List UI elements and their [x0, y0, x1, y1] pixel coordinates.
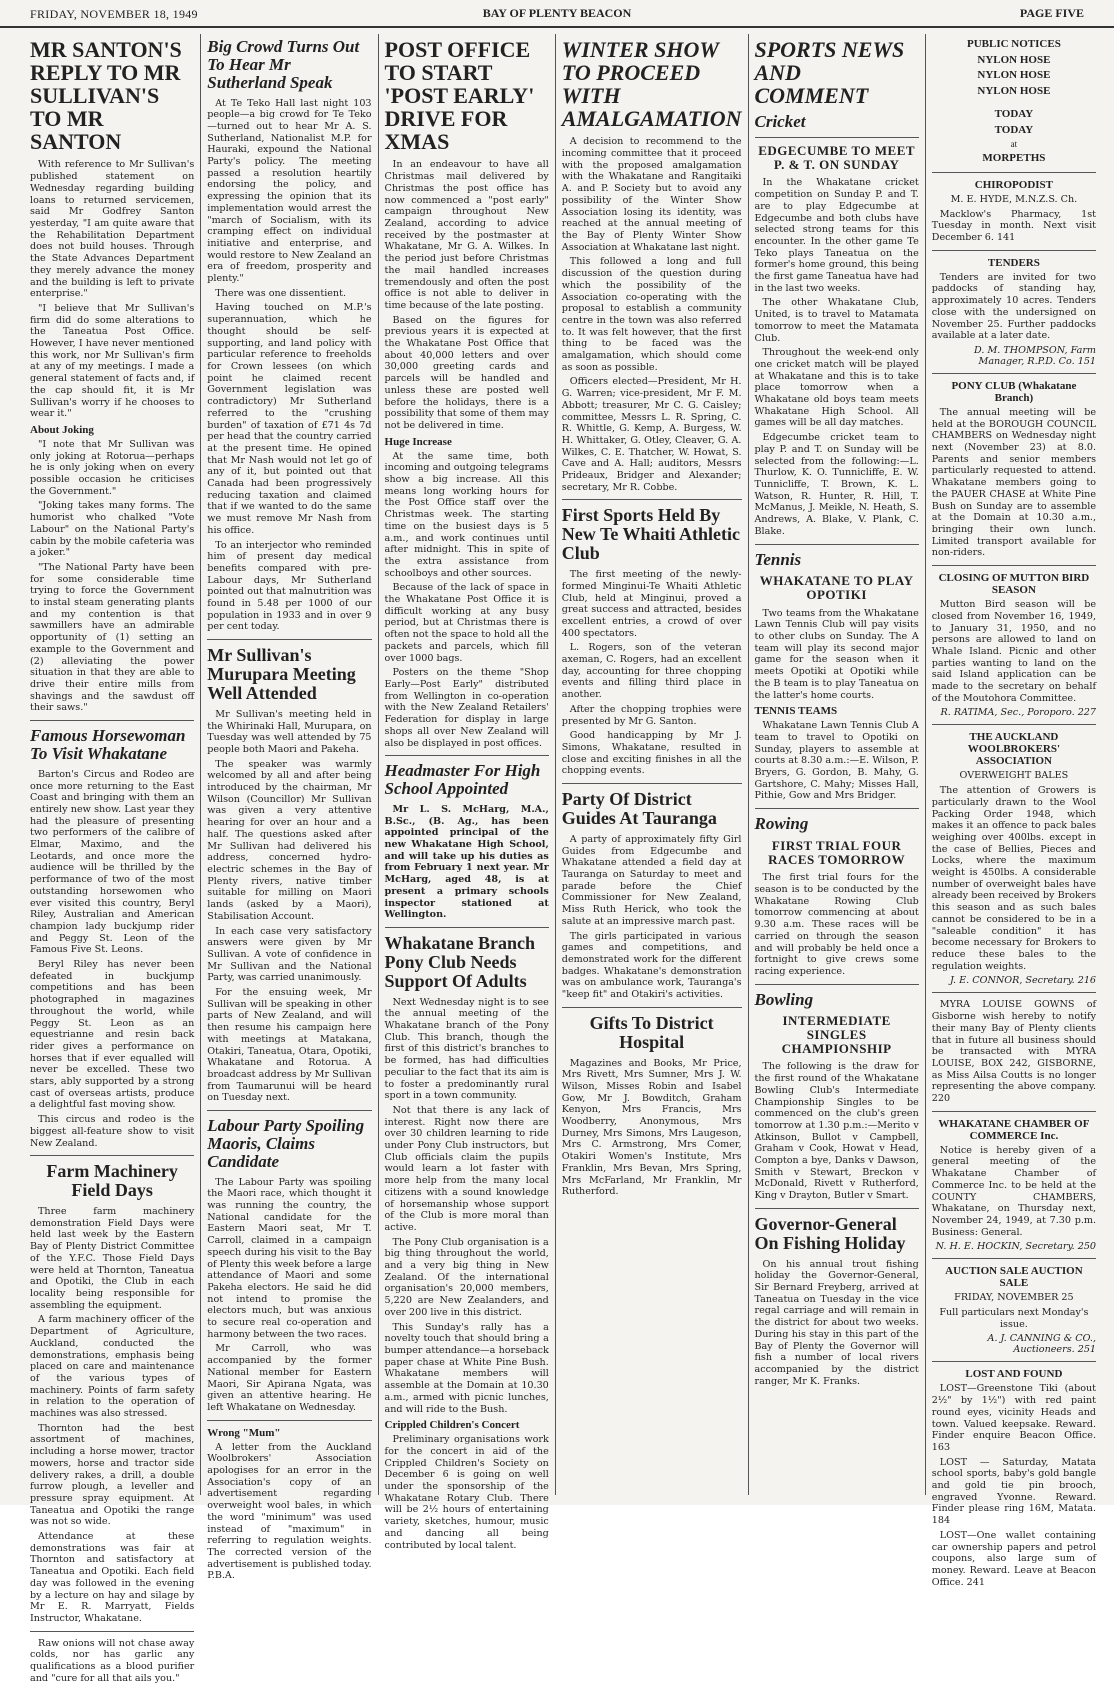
divider [562, 1007, 742, 1008]
article-subheading: TENNIS TEAMS [754, 705, 838, 718]
notice-title: CHIROPODIST [974, 178, 1054, 191]
notice-signature: R. RATIMA, Sec., Poroporo. 227 [940, 707, 1097, 719]
article-paragraph: Based on the figures for previous years it is expected at the Whakatane Post Office that about 40,000 letters and over 30,000 greeting cards and parcels will be handled and unless these are posted well before the holidays, there is a possibility that some of them may not be delivered in time. [384, 314, 549, 431]
divider [932, 992, 1096, 993]
article-paragraph: Raw onions will not chase away colds, nor has garlic any qualifications as a blood purifier and "cure for all that ails you." [30, 1637, 195, 1684]
notice-text: Mutton Bird season will be closed from November 16, 1949, to January 31, 1950, and no persons are allowed to land on Whale Island. Picnic and other parties wanting to land on the said Island application can be made to the secretary on behalf of the Moutohora Committee. [931, 599, 1097, 704]
masthead [0, 0, 1114, 28]
ad-line: MORPETHS [982, 151, 1046, 164]
notice-title: TENDERS [987, 256, 1040, 269]
article-headline: EDGECUMBE TO MEET P. & T. ON SUNDAY [758, 143, 916, 172]
divider [932, 724, 1096, 725]
notice-signature: N. H. E. HOCKIN, Secretary. 250 [935, 1241, 1097, 1253]
divider [932, 373, 1096, 374]
ad-line: NYLON HOSE [977, 69, 1051, 82]
article-headline: Governor-General On Fishing Holiday [754, 1213, 906, 1253]
article-paragraph: Thornton had the best assortment of machines, including a horse mower, tractor mowers, horse and tractor side delivery rakes, a drill, a double furrow plough, a leveller and pressure spray equipment. At Taneatua and Opotiki the range was not so wide. [30, 1422, 195, 1528]
section-label: Bowling [754, 989, 814, 1009]
divider [932, 172, 1096, 173]
article-paragraph: After the chopping trophies were presented by Mr G. Santon. [561, 703, 742, 727]
article-paragraph: A farm machinery officer of the Department of Agriculture, Auckland, conducted the demonstrations, emphasis being placed on care and maintenance of the various types of machinery. Points of farm safety in relation to the operation of machines was also stressed. [30, 1314, 195, 1420]
article-headline: Whakatane Branch Pony Club Needs Support Of Adults [384, 932, 536, 991]
ad-line: TODAY [994, 123, 1034, 136]
article-paragraph: In each case very satisfactory answers were given by Mr Sullivan. A vote of confidence in Mr Sullivan and the National Party, was carried unanimously. [207, 925, 372, 984]
article-paragraph: This circus and rodeo is the biggest all-feature show to visit New Zealand. [30, 1114, 195, 1149]
notice-text: LOST — Saturday, Matata school sports, baby's gold bangle and gold tie pin brooch, engraved Yvonne. Reward. Finder please ring 16M, Matata. 184 [931, 1456, 1097, 1527]
article-paragraph: The other Whakatane Club, United, is to travel to Matamata tomorrow to meet the Matamata Club. [754, 297, 919, 344]
divider [755, 984, 919, 985]
article-paragraph: Because of the lack of space in the Whakatane Post Office it is difficult working at any busy period, but at Christmas there is often not the space to hold all the packets and parcels, which fill over 1000 bags. [384, 582, 549, 664]
article-paragraph: The first trial fours for the season is to be conducted by the Whakatane Rowing Club tomorrow commencing at about 9.30 a.m. These races will be carried on through the season and will probably be held once a fortnight to give crews some racing experience. [754, 872, 919, 977]
article-paragraph: On his annual trout fishing holiday the Governor-General, Sir Bernard Freyberg, arrived at Taneatua on Tuesday in the vice regal carriage and will remain in the district for about two weeks. During his stay in this part of the Bay of Plenty the Governor will fish a number of local rivers accompanied by the district ranger, Mr K. Franks. [754, 1258, 919, 1387]
article-paragraph: The speaker was warmly welcomed by all and after being introduced by the chairman, Mr Wilson (Councillor) Mr Sullivan was given a very attentive hearing for over an hour and a half. The questions asked after Mr Sullivan had delivered his address, concerned hydro-electric schemes in the Bay of Plenty rivers, native timber suitable for milling on Maori lands (asked by a Maori), Stabilisation Account. [207, 758, 372, 922]
divider [755, 137, 919, 138]
article-paragraph: Mr Carroll, who was accompanied by the former National member for Eastern Maori, Sir Apirana Ngata, was given an attentive hearing. He left Whakatane on Wednesday. [207, 1343, 372, 1413]
notice-text: Tenders are invited for two paddocks of standing hay, approximately 10 acres. Tenders close with the undersigned on November 25. Further paddocks available at a later date. [931, 271, 1097, 342]
divider [207, 1110, 371, 1111]
divider [755, 544, 919, 545]
article-headline: WHAKATANE TO PLAY OPOTIKI [759, 573, 914, 602]
ad-line: TODAY [994, 108, 1034, 121]
section-headline: SPORTS NEWS AND COMMENT [754, 37, 905, 109]
article-paragraph: To an interjector who reminded him of present day medical benefits compared with pre-Labour days, Mr Sutherland pointed out that malnutrition was found in 5.48 per 1000 of our population in 1933 and in over 9 per cent today. [207, 539, 372, 633]
column-3 [379, 34, 556, 1551]
article-paragraph: The Pony Club organisation is a big thing throughout the world, and a very big thing in New Zealand. Of the international organisation's 20,000 members, 5,220 are New Zealanders, and over 200 live in this district. [384, 1236, 549, 1318]
article-paragraph: "I note that Mr Sullivan was only joking at Rotorua—perhaps he is only joking when on every possible occasion he criticises the Government." [30, 438, 195, 497]
article-paragraph: Good handicapping by Mr J. Simons, Whakatane, resulted in close and exciting finishes in all the chopping events. [561, 730, 742, 777]
masthead-page-number: PAGE FIVE [1019, 6, 1084, 20]
article-headline: Headmaster For High School Appointed [384, 761, 541, 799]
notice-text: The attention of Growers is particularly drawn to the Wool Packing Order 1948, which makes it an offence to pack bales weighing over 400lbs. except in the case of Bellies, Pieces and Locks, where the maximum weight is 450lbs. A considerable number of overweight bales have already been received by Brokers this season and as such bales cannot be considered to be in a "saleable condition" it has become necessary for Brokers to reduce these bales to the regulation weights. [931, 785, 1097, 972]
notice-title: WHAKATANE CHAMBER OF COMMERCE Inc. [938, 1117, 1090, 1142]
section-label: Rowing [754, 814, 809, 834]
article-paragraph: Preliminary organisations work for the concert in aid of the Crippled Children's Society on December 6 is going on well under the sponsorship of the Whakatane Rotary Club. There will be 2½ hours of entertaining variety, sketches, humour, music and dancing all being contributed by local talent. [384, 1434, 549, 1551]
article-subheading: Huge Increase [384, 435, 452, 448]
article-headline: FIRST TRIAL FOUR RACES TOMORROW [768, 838, 906, 867]
divider [932, 1111, 1096, 1112]
divider [207, 1420, 371, 1421]
notice-title: PONY CLUB (Whakatane Branch) [951, 379, 1077, 404]
article-paragraph: "I believe that Mr Sullivan's firm did do some alterations to the Taneatua Post Office. However, I have never mentioned this work, nor Mr Sullivan's firm at any of my meetings. I made a general statement of facts and, if the cap should fit, it is Mr Sullivan's worry if he chooses to wear it." [30, 302, 195, 420]
article-paragraph: Mr Sullivan's meeting held in the Whirinaki Hall, Murupara, on Tuesday was well attended by 75 people both Maori and Pakeha. [207, 708, 372, 755]
divider [385, 755, 549, 756]
article-paragraph: The Labour Party was spoiling the Maori race, which thought it was running the country, the National candidate for the Eastern Maori seat, Mr T. Carroll, claimed in a campaign speech during his visit to the Bay of Plenty this week before a large attendance of Maori and some Pakeha electors. He said he did not intend to promise the electors much, but was anxious to secure real co-operation and harmony between the two races. [207, 1176, 372, 1340]
article-headline: POST OFFICE TO START 'POST EARLY' DRIVE FOR XMAS [384, 37, 535, 155]
article-paragraph: Not that there is any lack of interest. Right now there are over 30 children learning to ride under Pony Club instructors, but Club officials claim the pupils would learn a lot faster with more help from the many local citizens with a sound knowledge of horsemanship whose support of the Club is more moral than active. [384, 1104, 549, 1233]
article-paragraph: In an endeavour to have all Christmas mail delivered by Christmas the post office has now commenced a "post early" campaign throughout New Zealand, according to advice received by the postmaster at Whakatane, Mr G. A. Wilkes. In the period just before Christmas the mail handled increases tremendously and often the post office is not able to deliver in time because of the late posting. [384, 159, 549, 311]
article-paragraph: Beryl Riley has never been defeated in buckjump competitions and has been photographed in magazines throughout the world, while Peggy St. Leon as an equestrianne and resin back rider gives a performance on horses that if ever equalled will never be excelled. These two stars, ably supported by a strong cast of overseas artists, produce a delightful fast moving show. [30, 959, 195, 1111]
article-subheading: About Joking [30, 423, 94, 436]
divider [755, 808, 919, 809]
article-headline: Gifts To District Hospital [589, 1012, 714, 1052]
column-2 [201, 34, 378, 1582]
article-paragraph: The girls participated in various games and competitions, and demonstrated work for the different badges. Whakatane's demonstration was on ambulance work, Tauranga's "keep fit" and Otakiri's activities. [561, 930, 742, 1001]
article-paragraph: Next Wednesday night is to see the annual meeting of the Whakatane branch of the Pony Club. This branch, though the first of this district's branches to be formed, has had difficulties peculiar to the fact that its aim is to foster a predominantly rural sport in a town community. [384, 996, 549, 1102]
article-subheading: Wrong "Mum" [207, 1426, 281, 1439]
column-5 [749, 34, 926, 1495]
article-paragraph: A letter from the Auckland Woolbrokers' Association apologises for an error in the Association's copy of an advertisement regarding overweight wool bales, in which the word "minimum" was used instead of "maximum" in referring to regulation weights. The corrected version of the advertisement is published today. P.B.A. [207, 1441, 372, 1582]
article-paragraph: Having touched on M.P.'s superannuation, which he thought should be self-supporting, and land policy with particular reference to freeholds for Crown lessees (on which point he claimed recent Government legislation was contradictory) Mr Sutherland referred to the "crushing burden" of taxation of £71 4s 7d per head that the country carried at the present time. He opined that Mr Nash would not let go of any of it, but pointed out that Canada had been progressively reducing taxation and claimed that if we wanted to do the same we must remove Mr Nash from his office. [207, 302, 372, 536]
notice-text: Macklow's Pharmacy, 1st Tuesday in month. Next visit December 6. 141 [931, 208, 1097, 244]
article-headline: Labour Party Spoiling Maoris, Claims Candidate [207, 1116, 365, 1171]
divider [30, 720, 194, 721]
column-1 [24, 34, 201, 1684]
article-paragraph: Edgecumbe cricket team to play P. and T. on Sunday will be selected from the following:—L. Thurlow, K. O. Tunnicliffe, E. W. Tunnicliffe, T. Brown, K. L. Watson, R. Hunter, R. Hill, T. McManus, J. Meikle, N. Heath, S. Andrews, A. Blake, V. Plank, C. Blake. [754, 432, 919, 537]
article-headline: WINTER SHOW TO PROCEED WITH AMALGAMATION [561, 37, 742, 132]
divider [932, 250, 1096, 251]
divider [932, 1258, 1096, 1259]
notice-title: AUCTION SALE AUCTION SALE [945, 1265, 1083, 1290]
article-headline: Famous Horsewoman To Visit Whakatane [30, 726, 186, 763]
ad-line: at [1010, 138, 1018, 149]
notice-signature: D. M. THOMPSON, Farm Manager, R.P.D. Co. 151 [974, 344, 1097, 367]
notice-signature: J. E. CONNOR, Secretary. 216 [949, 975, 1097, 987]
divider [385, 927, 549, 928]
divider [932, 1361, 1096, 1362]
article-paragraph: This Sunday's rally has a novelty touch that should bring a bumper attendance—a horseback paper chase at White Pine Bush. Whakatane members will assemble at the Domain at 10.30 a.m., armed with picnic lunches, and will ride to the Bush. [384, 1321, 549, 1415]
article-paragraph: Two teams from the Whakatane Lawn Tennis Club will pay visits to other clubs on Sunday. The A team will play its second major game for the season when it meets Opotiki at Opotiki while the B team is to play Taneatua on the latter's home courts. [754, 607, 919, 701]
article-paragraph: Magazines and Books, Mr Price, Mrs Rivett, Mrs Sumner, Mrs J. W. Wilson, Misses Robin and Isabel Gow, Mr J. Bowditch, Graham Kenyon, Mrs Francis, Mrs Woodberry, Anonymous, Mrs Durney, Mrs Simons, Mrs Laugeson, Mrs C. Armstrong, Mrs Comer, Otakiri Women's Institute, Mrs Franklin, Mrs Bevan, Mrs Spring, Mrs McFarland, Mr Franklin, Mr Rutherford. [561, 1057, 742, 1198]
article-paragraph: "Joking takes many forms. The humorist who chalked "Vote Labour" on the National Party's cabin by the mobile cafeteria was a joker." [30, 500, 195, 559]
article-paragraph: At the same time, both incoming and outgoing telegrams show a big increase. All this means long working hours for the Post Office staff over the Christmas week. The starting time on the busiest days is 5 a.m., and work continues until after midnight. This in spite of the extra assistance from schoolboys and other sources. [384, 450, 549, 579]
article-paragraph: Officers elected—President, Mr H. G. Warren; vice-president, Mr F. M. Abbott; treasurer, Mr C. G. Caisley; committee, Messrs L. R. Spring, C. R. Whittle, G. Kemp, A. Burgess, W. H. Whittaker, G. Otley, Cleaver, G. A. Wilkes, C. E. Thatcher, W. Howat, S. Cave and A. Hall; auditors, Messrs Prideaux, Bridger and Alexander; secretary, Mr R. Cobbe. [561, 376, 742, 493]
columns [24, 34, 1102, 1684]
divider [932, 565, 1096, 566]
article-paragraph: The following is the draw for the first round of the Whakatane Bowling Club's Intermediate Championship Singles to be commenced on the club's green tomorrow at 1.30 p.m.:—Merito v Atkinson, Bullot v Campbell, Graham v Cook, Howat v Head, Compton a bye, Danks v Dawson, Smith v Stewart, Breckon v McDonald, Rivett v Rutherford, King v Drayton, Butler v Smart. [754, 1061, 919, 1202]
notice-text: FRIDAY, NOVEMBER 25 [954, 1292, 1074, 1304]
article-headline: INTERMEDIATE SINGLES CHAMPIONSHIP [781, 1013, 892, 1056]
article-paragraph: Barton's Circus and Rodeo are once more returning to the East Coast and bringing with them an entirely new show. Last year they had the pleasure of presenting two performers of the calibre of Elmar, Maximo, and the Leotards, and once more the audience will be thrilled by the performance of two of the most outstanding horsewomen who ever visited this country, Beryl Riley, Australian and American champion lady buckjump rider and Peggy St. Leon of the Famous Five St. Leons. [30, 768, 195, 956]
article-paragraph: With reference to Mr Sullivan's published statement on Wednesday regarding building loans to returned servicemen, said Mr Godfrey Santon yesterday, "I am quite aware that the Rehabilitation Department does not build houses. Through the State Advances Department they merely advance the money and the building is left to private enterprise." [30, 159, 195, 300]
notice-text: LOST—Greenstone Tiki (about 2½" by 1½") with red paint round eyes, vicinity Heads and town. Valued keepsake. Reward. Finder enquire Beacon Office. 163 [931, 1383, 1097, 1453]
divider [30, 1155, 194, 1156]
article-paragraph: For the ensuing week, Mr Sullivan will be speaking in other parts of New Zealand, and will then resume his campaign here with meetings at Matakana, Otakiri, Taneatua, Otara, Opotiki, Whakatane and Rotorua. A broadcast address by Mr Sullivan from Taumarunui will be heard on Tuesday next. [207, 987, 372, 1104]
article-paragraph: Posters on the theme "Shop Early—Post Early" distributed from Wellington in co-operation with the New Zealand Retailers' Federation for display in large shops all over New Zealand will also be displayed in post offices. [384, 667, 549, 749]
article-paragraph: In the Whakatane cricket competition on Sunday P. and T. are to play Edgecumbe at Edgecumbe and both clubs have selected strong teams for this encounter. In the other game Te Teko plays Taneatua on the former's home ground, this being the first game Taneatua have had in the last two weeks. [754, 177, 919, 294]
divider [30, 1631, 194, 1632]
divider [562, 783, 742, 784]
notice-title: CLOSING OF MUTTON BIRD SEASON [938, 572, 1090, 597]
nylon-hose-ad [932, 53, 1096, 166]
article-headline: Mr Sullivan's Murupara Meeting Well Attended [207, 645, 356, 703]
divider [755, 1208, 919, 1209]
article-paragraph: Throughout the week-end only one cricket match will be played at Whakatane and this is to take place tomorrow when a Whakatane old boys team meets Whakatane High School. All games will be all day matches. [754, 347, 919, 429]
article-headline: First Sports Held By New Te Whaiti Athletic Club [561, 505, 740, 564]
notice-text: The annual meeting will be held at the BOROUGH COUNCIL CHAMBERS on Wednesday night next (November 23) at 8.0. Parents and senior members particularly requested to attend. Whakatane members going to the PAUER CHASE at White Pine Bush on Sunday are to assemble at the Domain at 10.30 a.m., bringing their own lunch. Limited transport available for non-riders. [931, 406, 1097, 559]
article-paragraph: A party of approximately fifty Girl Guides from Edgecumbe and Whakatane attended a field day at Tauranga on Saturday to meet and parade before the Chief Commissioner for New Zealand, Miss Ruth Herick, who took the salute at an impressive march past. [561, 833, 742, 927]
article-subheading: Crippled Children's Concert [384, 1419, 520, 1432]
article-paragraph: Attendance at these demonstrations was fair at Thornton and satisfactory at Taneatua and Opotiki. Each field day was followed in the evening by a lecture on hay and silage by Mr E. R. Marryatt, Fields Instructor, Whakatane. [30, 1531, 195, 1624]
article-paragraph: The first meeting of the newly-formed Minginui-Te Whaiti Athletic Club, held at Minginui, proved a great success and attracted, besides excellent entries, a crowd of over 400 spectators. [561, 569, 742, 639]
section-label: Tennis [754, 549, 802, 569]
article-paragraph: L. Rogers, son of the veteran axeman, C. Rogers, had an excellent day, accounting for three chopping events and filling third place in another. [561, 642, 742, 701]
notice-text: M. E. HYDE, M.N.Z.S. Ch. [950, 193, 1078, 205]
notice-text: Full particulars next Monday's issue. [939, 1307, 1089, 1330]
notice-text: Notice is hereby given of a general meeting of the Whakatane Chamber of Commerce Inc. to be held at the COUNTY CHAMBERS, Whakatane, on Thursday next, November 24, 1949, at 7.30 p.m. Business: General. [931, 1144, 1097, 1238]
notice-title: THE AUCKLAND WOOLBROKERS' ASSOCIATION [967, 731, 1061, 768]
divider [562, 499, 742, 500]
article-paragraph: A decision to recommend to the incoming committee that it proceed with the proposed amalgamation with the Whakatane and Rangitaiki A. and P. Society but to avoid any possibility of the Winter Show Association losing its identity, was reached at the annual meeting of the Bay of Plenty Winter Show Association at Whakatane last night. [561, 136, 742, 253]
article-headline: Big Crowd Turns Out To Hear Mr Sutherland Speak [207, 37, 360, 92]
article-headline: MR SANTON'S REPLY TO MR SULLIVAN'S TO MR SANTON [30, 37, 182, 155]
article-paragraph: "The National Party have been for some considerable time trying to force the Government to instal steam generating plants and my contention is that sawmillers have an admirable opportunity of (1) setting an example to the Government and (2) alleviating the power situation in that they are able to drive their entire mills from shavings and the sawdust off their saws." [30, 561, 195, 714]
ad-line: NYLON HOSE [977, 54, 1051, 66]
article-paragraph: At Te Teko Hall last night 103 people—a big crowd for Te Teko—turned out to hear Mr A. S. Sutherland, Nationalist M.P. for Hauraki, expound the National Party's policy. The meeting passed a resolution heartily endorsing the policy, and expressing the opinion that its implementation would arrest the "march of Socialism, with its cramping effect on individual initiative and enterprise, and would restore to New Zealand an era of freedom, prosperity and plenty." [207, 97, 372, 285]
masthead-paper-name: BAY OF PLENTY BEACON [482, 6, 632, 20]
masthead-date: FRIDAY, NOVEMBER 18, 1949 [30, 7, 198, 21]
article-paragraph: Mr L. S. McHarg, M.A., B.Sc., (B. Ag., has been appointed principal of the new Whakatane High School, and will take up his duties as from February 1 next year. Mr McHarg, aged 48, is at present a primary schools inspector stationed at Wellington. [384, 803, 549, 921]
article-paragraph: Whakatane Lawn Tennis Club A team to travel to Opotiki on Sunday, players to assemble at courts at 8.30 a.m.:—E. Wilson, P. Bryers, G. Gordon, B. Mahy, G. Gartshore, C. Mahy; Misses Hall, Pithie, Gow and Mrs Bridger. [754, 720, 919, 802]
ad-line: NYLON HOSE [977, 84, 1051, 97]
notice-text: LOST—One wallet containing car ownership papers and petrol coupons, also large sum of money. Reward. Leave at Beacon Office. 241 [931, 1529, 1097, 1588]
notice-text: MYRA LOUISE GOWNS of Gisborne wish hereby to notify their many Bay of Plenty clients that in future all business should be transacted with MYRA LOUISE, BOX 242, GISBORNE, as Miss Ailsa Coutts is no longer representing the above company. 220 [931, 999, 1097, 1105]
article-paragraph: There was one dissentient. [215, 287, 347, 299]
column-6-notices [926, 34, 1102, 1588]
article-paragraph: This followed a long and full discussion of the question during which the possibility of the Association co-operating with the proposal to establish a community centre in the town was also referred to. It was felt however, that the first thing to be faced was the amalgamation, which should come as soon as possible. [561, 256, 742, 373]
article-headline: Party Of District Guides At Tauranga [561, 789, 717, 828]
article-paragraph: Three farm machinery demonstration Field Days were held last week by the Eastern Bay of Plenty District Committee of the Y.F.C. Those Field Days were held at Thornton, Taneatua and Opotiki, the Club in each locality being responsible for assembling the equipment. [30, 1206, 195, 1311]
notice-title: LOST AND FOUND [965, 1368, 1063, 1381]
article-headline: Farm Machinery Field Days [46, 1161, 178, 1201]
public-notices-header: PUBLIC NOTICES [966, 38, 1061, 50]
notice-signature: A. J. CANNING & CO., Auctioneers. 251 [987, 1333, 1097, 1356]
divider [207, 639, 371, 640]
section-label: Cricket [754, 112, 806, 132]
notice-subtitle: OVERWEIGHT BALES [959, 770, 1069, 782]
column-4 [556, 34, 749, 1495]
